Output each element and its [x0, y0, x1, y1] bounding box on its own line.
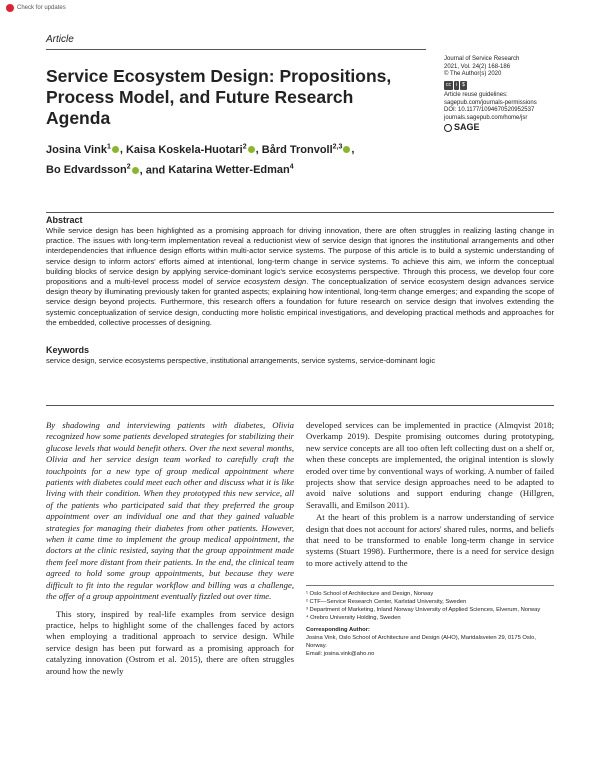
reuse-label: Article reuse guidelines: — [444, 92, 508, 98]
sage-icon — [444, 124, 452, 132]
orcid-icon[interactable] — [248, 146, 255, 153]
keywords-divider — [46, 405, 554, 406]
body-column-right — [306, 420, 554, 569]
corresponding-author-address: Josina Vink, Oslo School of Architecture and Design (AHO), Maridalsveien 29, 0175 Oslo, Norway. — [306, 635, 536, 649]
check-updates-icon — [6, 4, 14, 12]
author-4[interactable]: Bo Edvardsson$^2$ — [46, 163, 131, 177]
orcid-icon[interactable] — [343, 146, 350, 153]
copyright: © The Author(s) 2020 — [444, 71, 502, 77]
body-column-left — [46, 420, 294, 677]
abstract-divider — [46, 212, 554, 213]
journal-home-link[interactable]: journals.sagepub.com/home/jsr — [444, 114, 528, 121]
keywords-heading: Keywords — [46, 345, 90, 355]
body-paragraph: This story, inspired by real-life examples from service design practice, helps to highlight some of the challenges faced by actors when employing a traditional approach to service design. While service design has been put forward as a promising approach for catalyzing innovation (Ostrom et al. 2015), there are often struggles around how the newly — [46, 608, 294, 676]
check-for-updates-badge[interactable] — [6, 4, 66, 12]
journal-volume: 2021, Vol. 24(2) 168-186 — [444, 63, 511, 70]
cc-license-icon[interactable]: cc i $ — [444, 81, 467, 91]
intro-vignette: By shadowing and interviewing patients with diabetes, Olivia recognized how some patients developed strategies for stabilizing their glucose levels that would benefit others. Over the next several months, Olivia and her service design team worked to carefully craft the touchpoints for a new type of group medical appointment where patients with diabetes could meet each other and discuss what it is like living with their condition. When they prototyped this new service, all of the patients who participated said that they preferred the group appointment over an individual one and that they gained valuable strategies for managing their diabetes from other patients. However, when it came time to implement the group medical appointment, the doctors at the clinic resisted, saying that the group appointment made them feel more distant from their patients. In the end, the clinical team agreed to hold some group appointments, but because they were difficult to fit into the regular workflow and billing was a challenge, the offer of a group appointment eventually fizzled out over time. — [46, 420, 294, 602]
journal-name: Journal of Service Research — [444, 56, 520, 62]
body-paragraph: At the heart of this problem is a narrow understanding of service design that does not account for actors' shared rules, norms, and beliefs that need to be transformed to enable long-term change in service systems (Stuart 1998). Furthermore, there is a need for service design to more actively attend to the — [306, 512, 554, 568]
affiliation: ⁴ Orebro University Holding, Sweden — [306, 615, 401, 621]
orcid-icon[interactable] — [112, 146, 119, 153]
footnotes — [306, 590, 554, 658]
top-divider — [46, 49, 426, 50]
author-2[interactable]: Kaisa Koskela-Huotari$^2$ — [125, 143, 247, 156]
affiliation: ¹ Oslo School of Architecture and Design, Norway — [306, 591, 434, 597]
abstract-text: While service design has been highlighted as a promising approach for driving innovation, there are often struggles in realizing lasting change in practice. The issues with long-term implementation reveal a reductionist view of service design that ignores the institutional arrangements and other interdependencies that influence design efforts within multi-actor service systems. The purpose of this article is to build a systemic understanding of service design to inform actors' efforts aimed at intentional, long-term change in service systems. To achieve this aim, we inform the conceptual building blocks of service design by applying service-dominant logic's service ecosystems perspective. Through this process, we develop four core propositions and a multi-level process model of service ecosystem design. The conceptualization of service ecosystem design advances service design theory by illuminating previously taken for granted aspects; explaining how intentional, long-term change emerges; and expanding the scope of service design beyond projects. Furthermore, this research offers a foundation for future research on service design that involves extending the systemic conceptualization of service design, conducting more holistic empirical investigations, and developing practical methods and approaches for the embedded, collective processes of designing. — [46, 226, 554, 327]
affiliation: ² CTF—Service Research Center, Karlstad University, Sweden — [306, 599, 467, 605]
paper-title: Service Ecosystem Design: Propositions, Process Model, and Future Research Agenda — [46, 66, 392, 128]
footnote-divider — [306, 585, 554, 586]
keywords-text: service design, service ecosystems perspective, institutional arrangements, service systems, service-dominant logic — [46, 356, 436, 365]
corresponding-author-heading: Corresponding Author: — [306, 627, 370, 633]
check-updates-label: Check for updates — [17, 5, 66, 11]
reuse-link[interactable]: sagepub.com/journals-permissions — [444, 99, 537, 106]
body-paragraph: developed services can be implemented in practice (Almqvist 2018; Overkamp 2019). Despite promising outcomes during prototyping, new service concepts are all too often left collecting dust on a shelf or, when these concepts are implemented, the original intention is slowly eroded over time by conventional ways of working. A number of failed projects show that service design approaches need to be adapted to avoid naïve solutions and support enduring change (Hillgren, Seravalli, and Emilson 2011). — [306, 420, 554, 510]
author-3[interactable]: Bård Tronvoll$^{2,3}$ — [261, 143, 343, 156]
doi[interactable]: DOI: 10.1177/1094670520952537 — [444, 107, 535, 113]
journal-info — [444, 56, 564, 132]
abstract-heading: Abstract — [46, 215, 83, 225]
publisher-logo: SAGE — [444, 124, 564, 132]
article-type: Article — [46, 34, 74, 45]
author-1[interactable]: Josina Vink$^1$ — [46, 143, 111, 156]
author-5[interactable]: Katarina Wetter-Edman$^4$ — [168, 163, 294, 177]
orcid-icon[interactable] — [132, 167, 139, 174]
corresponding-author-email[interactable]: Email: josina.vink@aho.no — [306, 651, 375, 657]
author-list: Josina Vink$^1$ , Kaisa Koskela-Huotari$^2$ , Bård Tronvoll$^{2,3}$ , Bo Edvardsson$^2$ , and Katarina Wetter-Edman$^4$ — [46, 143, 355, 177]
affiliation: ³ Department of Marketing, Inland Norway University of Applied Sciences, Elverum, Norway — [306, 607, 541, 613]
